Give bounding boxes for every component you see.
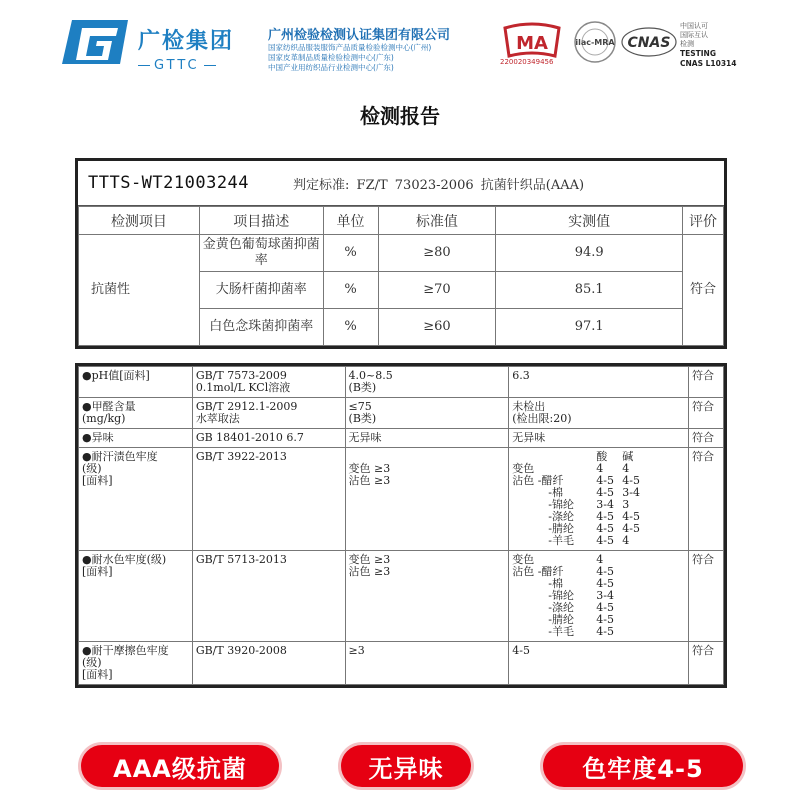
acid-value: 4-5	[596, 522, 614, 535]
cell-line: GB/T 2912.1-2009	[195, 400, 298, 413]
item-cell	[79, 551, 193, 642]
result-label: -腈纶	[548, 613, 574, 626]
cell-line: 4.0~8.5	[348, 369, 393, 382]
alkali-header: 碱	[622, 450, 634, 463]
alkali-value: 4	[622, 462, 630, 475]
result-line	[512, 487, 640, 499]
result-label: -锦纶	[548, 589, 574, 602]
cell-line: 变色 ≥3	[348, 553, 391, 566]
item-cell	[79, 448, 193, 551]
column-header: 检测项目	[79, 207, 200, 235]
result-value: 4-5	[596, 601, 614, 614]
gttc-logo-icon	[62, 20, 128, 64]
group-label: 抗菌性	[79, 235, 200, 346]
table-row	[79, 429, 724, 448]
column-header: 项目描述	[199, 207, 323, 235]
alkali-value: 4-5	[622, 510, 640, 523]
acid-value: 4-5	[596, 510, 614, 523]
acid-value: 4-5	[596, 486, 614, 499]
acid-value: 4-5	[596, 474, 614, 487]
row-measured: 85.1	[496, 272, 683, 309]
result-label: -羊毛	[548, 534, 574, 547]
cell-line: ●异味	[82, 431, 114, 444]
result-line	[512, 626, 614, 638]
brand-block	[138, 24, 258, 73]
result-cell	[509, 367, 689, 398]
result-label: -锦纶	[548, 498, 574, 511]
evaluation-cell: 符合	[689, 367, 724, 398]
cell-line: 0.1mol/L KCl溶液	[195, 381, 291, 394]
result-value: 4	[596, 553, 604, 566]
cnas-side-line: CNAS L10314	[680, 59, 737, 68]
cell-line: GB 18401-2010 6.7	[195, 431, 304, 444]
alkali-value: 4	[622, 534, 630, 547]
evaluation-cell: 符合	[689, 398, 724, 429]
method-cell	[192, 398, 345, 429]
table-row	[79, 398, 724, 429]
cell-line: ●耐水色牢度(级)	[82, 553, 167, 566]
antibacterial-table	[75, 158, 727, 349]
cell-line: [面料]	[82, 668, 113, 681]
test-results-table	[75, 363, 727, 688]
cell-line: 沾色 ≥3	[348, 474, 391, 487]
no-odor-banner: 无异味	[338, 742, 474, 790]
row-unit: %	[323, 235, 378, 272]
item-cell	[79, 367, 193, 398]
cell-line: (级)	[82, 462, 102, 475]
cell-line: (mg/kg)	[82, 412, 126, 425]
evaluation-cell: 符合	[689, 551, 724, 642]
result-cell	[509, 551, 689, 642]
org-name: 广州检验检测认证集团有限公司	[268, 28, 451, 43]
requirement-cell	[345, 398, 509, 429]
result-label: -涤纶	[548, 510, 574, 523]
result-line	[512, 475, 640, 487]
report-header	[0, 0, 800, 80]
item-cell	[79, 642, 193, 685]
judgement-standard: 判定标准: FZ/T 73023-2006 抗菌针织品(AAA)	[293, 177, 585, 193]
ma-label: MA	[516, 33, 548, 54]
cnas-side-line: 检测	[680, 40, 694, 48]
cell-line: (B类)	[348, 412, 377, 425]
result-label: -腈纶	[548, 522, 574, 535]
cell-line: 4-5	[512, 644, 530, 657]
cell-line: ●pH值[面料]	[82, 369, 150, 382]
result-label: 沾色 -醋纤	[512, 474, 564, 487]
item-cell	[79, 398, 193, 429]
org-line: 国家纺织品服装服饰产品质量检验检测中心(广州)	[268, 43, 432, 52]
row-standard: ≥80	[378, 235, 496, 272]
report-number: TTTS-WT21003244	[88, 173, 250, 193]
result-line	[512, 499, 640, 511]
brand-en-label: GTTC	[154, 58, 200, 73]
cell-line: ≤75	[348, 400, 372, 413]
row-standard: ≥70	[378, 272, 496, 309]
row-standard: ≥60	[378, 309, 496, 346]
cell-line: ●耐干摩擦色牢度	[82, 644, 169, 657]
cnas-side-line: 中国认可	[680, 22, 708, 30]
method-cell	[192, 429, 345, 448]
org-block	[268, 24, 488, 73]
perspiration-results	[512, 451, 640, 547]
brand-name-en	[138, 58, 258, 73]
result-value: 4-5	[596, 565, 614, 578]
table-row	[79, 448, 724, 551]
requirement-cell	[345, 429, 509, 448]
aaa-antibacterial-banner: AAA级抗菌	[78, 742, 282, 790]
cell-line: 未检出	[512, 400, 546, 413]
cell-line: 无异味	[348, 431, 382, 444]
acid-value: 4	[596, 462, 604, 475]
cell-line: (级)	[82, 656, 102, 669]
row-measured: 94.9	[496, 235, 683, 272]
cnas-icon	[620, 24, 678, 60]
row-description: 白色念珠菌抑菌率	[199, 309, 323, 346]
column-header: 标准值	[378, 207, 496, 235]
method-cell	[192, 642, 345, 685]
page-title: 检测报告	[360, 104, 440, 128]
row-unit: %	[323, 309, 378, 346]
acid-value: 3-4	[596, 498, 614, 511]
requirement-cell	[345, 367, 509, 398]
cell-line: 沾色 ≥3	[348, 565, 391, 578]
requirement-cell	[345, 551, 509, 642]
cell-line: GB/T 3922-2013	[195, 450, 287, 463]
result-label: -棉	[548, 486, 563, 499]
result-label: 变色	[512, 462, 535, 475]
ma-number: 220020349456	[500, 58, 554, 66]
table-row	[79, 367, 724, 398]
row-description: 金黄色葡萄球菌抑菌率	[199, 235, 323, 272]
result-cell	[509, 429, 689, 448]
table-header-row	[79, 207, 724, 235]
evaluation-cell: 符合	[689, 429, 724, 448]
row-measured: 97.1	[496, 309, 683, 346]
alkali-value: 3	[622, 498, 630, 511]
acid-value: 4-5	[596, 534, 614, 547]
result-value: 4-5	[596, 577, 614, 590]
cell-line: 无异味	[512, 431, 546, 444]
result-line	[512, 511, 640, 523]
result-value: 3-4	[596, 589, 614, 602]
cell-line: 6.3	[512, 369, 530, 382]
result-label: -涤纶	[548, 601, 574, 614]
alkali-value: 4-5	[622, 522, 640, 535]
row-description: 大肠杆菌抑菌率	[199, 272, 323, 309]
table-row	[79, 235, 724, 272]
result-cell	[509, 398, 689, 429]
cell-line: (B类)	[348, 381, 377, 394]
table-row	[79, 551, 724, 642]
color-fastness-banner: 色牢度4-5	[540, 742, 746, 790]
cnas-side-text	[680, 22, 736, 69]
cnas-side-line: TESTING	[680, 49, 716, 58]
cell-line: ≥3	[348, 644, 365, 657]
requirement-cell	[345, 448, 509, 551]
result-label: 沾色 -醋纤	[512, 565, 564, 578]
org-line: 中国产业用纺织品行业检测中心(广东)	[268, 63, 394, 72]
cell-line: GB/T 7573-2009	[195, 369, 287, 382]
cell-line: GB/T 5713-2013	[195, 553, 287, 566]
cell-line: [面料]	[82, 474, 113, 487]
ilac-label: ilac-MRA	[575, 38, 615, 47]
cell-line: 水萃取法	[195, 412, 240, 425]
result-label: 变色	[512, 553, 535, 566]
report-number-row	[78, 161, 724, 206]
ilac-mra-icon	[570, 20, 620, 64]
cnas-label: CNAS	[627, 35, 671, 51]
column-header: 单位	[323, 207, 378, 235]
result-label: -棉	[548, 577, 563, 590]
method-cell	[192, 367, 345, 398]
cell-line: ●耐汗渍色牢度	[82, 450, 158, 463]
cnas-side-line: 国际互认	[680, 31, 708, 39]
method-cell	[192, 448, 345, 551]
water-results	[512, 554, 614, 638]
row-evaluation: 符合	[683, 235, 724, 346]
method-cell	[192, 551, 345, 642]
result-cell	[509, 642, 689, 685]
result-value: 4-5	[596, 625, 614, 638]
column-header: 实测值	[496, 207, 683, 235]
result-label: -羊毛	[548, 625, 574, 638]
cell-line: ●甲醛含量	[82, 400, 136, 413]
brand-name-cn: 广检集团	[138, 29, 235, 54]
result-value: 4-5	[596, 613, 614, 626]
result-line	[512, 523, 640, 535]
acid-header: 酸	[596, 450, 608, 463]
alkali-value: 3-4	[622, 486, 640, 499]
row-unit: %	[323, 272, 378, 309]
table-row	[79, 642, 724, 685]
result-line	[512, 535, 640, 547]
evaluation-cell: 符合	[689, 642, 724, 685]
cell-line: (检出限:20)	[512, 412, 572, 425]
alkali-value: 4-5	[622, 474, 640, 487]
column-header: 评价	[683, 207, 724, 235]
cell-line: 变色 ≥3	[348, 462, 391, 475]
cell-line: GB/T 3920-2008	[195, 644, 287, 657]
cell-line: [面料]	[82, 565, 113, 578]
item-cell	[79, 429, 193, 448]
evaluation-cell: 符合	[689, 448, 724, 551]
result-cell	[509, 448, 689, 551]
requirement-cell	[345, 642, 509, 685]
org-line: 国家皮革制品质量检验检测中心(广东)	[268, 53, 394, 62]
